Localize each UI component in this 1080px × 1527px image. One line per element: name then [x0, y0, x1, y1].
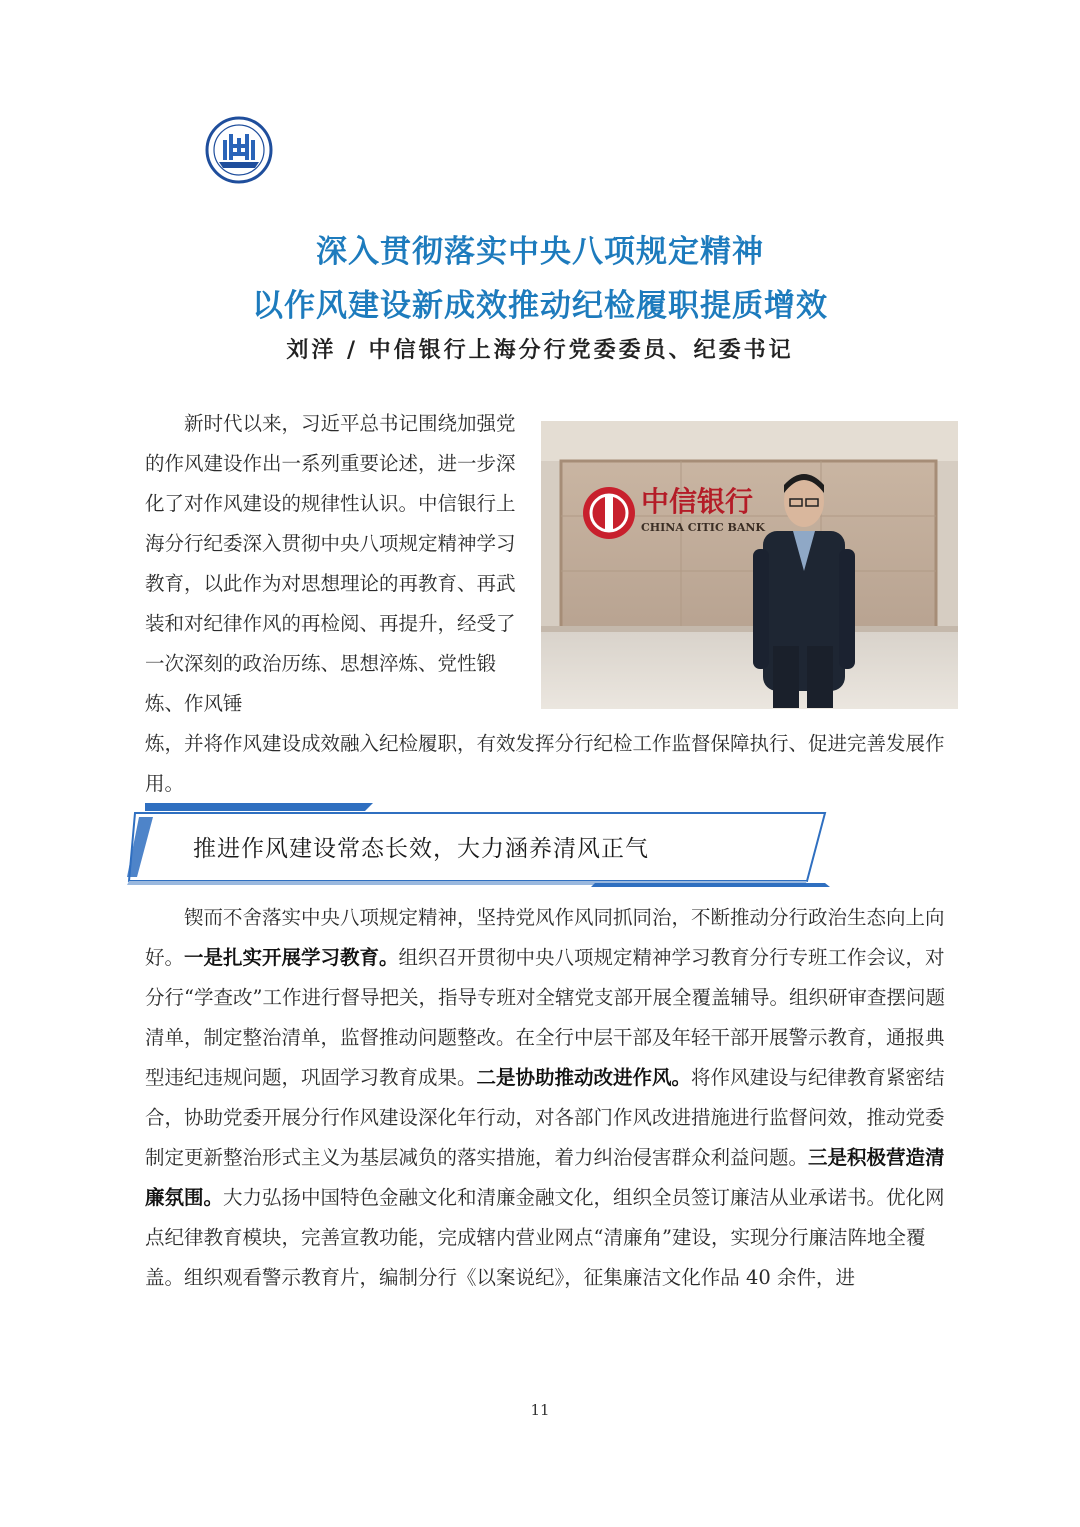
- author-photo: [541, 421, 958, 709]
- page-number: 11: [530, 1401, 550, 1419]
- logo-emblem: [205, 116, 273, 184]
- body-bold-3: 三是积极营造清廉氛围。: [145, 1146, 945, 1209]
- bank-sign-cn: 中信银行: [641, 485, 754, 518]
- article-title-line2: 以作风建设新成效推动纪检履职提质增效: [252, 288, 828, 324]
- body-text-1: 锲而不舍落实中央八项规定精神，坚持党风作风同抓同治，不断推动分行政治生态向上向好。: [145, 906, 945, 969]
- body-text-2: 组织召开贯彻中央八项规定精神学习教育分行专班工作会议，对分行“学查改”工作进行督导把关，指导专班对全辖党支部开展全覆盖辅导。组织研审查摆问题清单，制定整治清单，监督推动问题整改。在全行中层干部及年轻干部开展警示教育，通报典型违纪违规问题，巩固学习教育成果。: [145, 946, 945, 1089]
- body-bold-2: 二是协助推动改进作风。: [476, 1066, 692, 1089]
- author-byline: 刘洋 / 中信银行上海分行党委委员、纪委书记: [286, 337, 794, 363]
- body-text-4: 大力弘扬中国特色金融文化和清廉金融文化，组织全员签订廉洁从业承诺书。优化网点纪律教育模块，完善宣教功能，完成辖内营业网点“清廉角”建设，实现分行廉洁阵地全覆盖。组织观看警示教育片，编制分行《以案说纪》，征集廉洁文化作品 40 余件，进: [145, 1186, 945, 1289]
- body-bold-1: 一是扎实开展学习教育。: [184, 946, 399, 969]
- bank-sign-en: CHINA CITIC BANK: [641, 521, 765, 534]
- body-text-3: 将作风建设与纪律教育紧密结合，协助党委开展分行作风建设深化年行动，对各部门作风改进措施进行监督问效，推动党委制定更新整治形式主义为基层减负的落实措施，着力纠治侵害群众利益问题。: [145, 1066, 945, 1169]
- section-body-paragraph: [145, 898, 947, 1298]
- intro-paragraph: [145, 404, 530, 724]
- section-heading: 推进作风建设常态长效，大力涵养清风正气: [193, 836, 649, 862]
- intro-paragraph-continued: 炼，并将作风建设成效融入纪检履职，有效发挥分行纪检工作监督保障执行、促进完善发展作用。: [145, 732, 945, 795]
- article-title-line1: 深入贯彻落实中央八项规定精神: [316, 234, 764, 270]
- intro-text: 新时代以来，习近平总书记围绕加强党的作风建设作出一系列重要论述，进一步深化了对作风建设的规律性认识。中信银行上海分行纪委深入贯彻中央八项规定精神学习教育，以此作为对思想理论的再教育、再武装和对纪律作风的再检阅、再提升，经受了一次深刻的政治历练、思想淬炼、党性锻炼、作风锤: [145, 412, 516, 715]
